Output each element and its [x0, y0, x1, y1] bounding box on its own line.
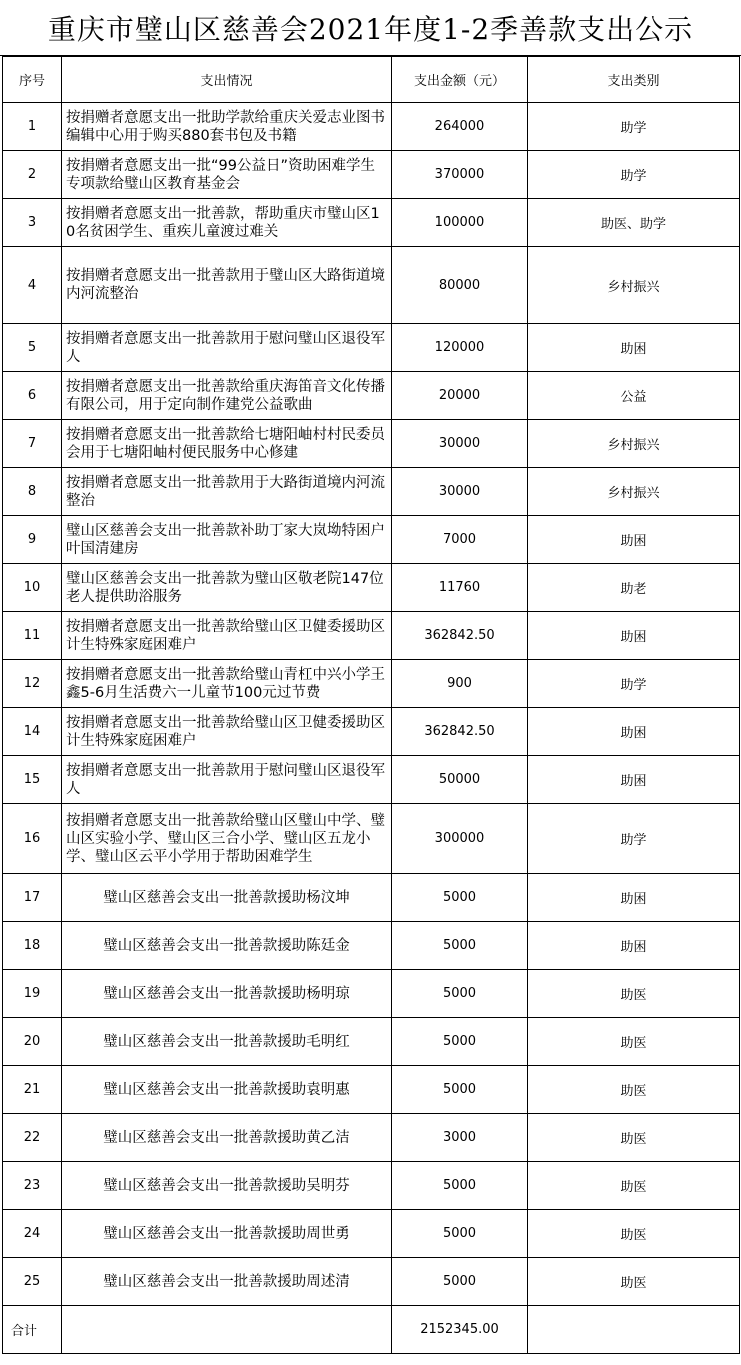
table-row — [3, 199, 740, 247]
header-amount: 支出金额（元） — [392, 57, 528, 103]
cell-serial: 12 — [3, 660, 62, 708]
cell-description: 璧山区慈善会支出一批善款援助杨汶坤 — [62, 874, 392, 922]
cell-serial: 11 — [3, 612, 62, 660]
cell-category: 助困 — [528, 612, 740, 660]
cell-serial: 8 — [3, 468, 62, 516]
cell-description: 璧山区慈善会支出一批善款援助杨明琼 — [62, 970, 392, 1018]
cell-category: 助医、助学 — [528, 199, 740, 247]
cell-category: 助困 — [528, 756, 740, 804]
table-row — [3, 468, 740, 516]
cell-amount: 7000 — [392, 516, 528, 564]
table-row — [3, 516, 740, 564]
cell-category: 助困 — [528, 324, 740, 372]
cell-category: 助老 — [528, 564, 740, 612]
cell-amount: 264000 — [392, 103, 528, 151]
cell-description: 按捐赠者意愿支出一批善款用于璧山区大路街道境内河流整治 — [62, 247, 392, 324]
table-row — [3, 1066, 740, 1114]
cell-category: 助困 — [528, 516, 740, 564]
table-row — [3, 612, 740, 660]
cell-amount: 5000 — [392, 970, 528, 1018]
table-row — [3, 103, 740, 151]
cell-amount: 362842.50 — [392, 708, 528, 756]
cell-description: 按捐赠者意愿支出一批善款给璧山青杠中兴小学王鑫5-6月生活费六一儿童节100元过节费 — [62, 660, 392, 708]
cell-serial: 2 — [3, 151, 62, 199]
cell-amount: 11760 — [392, 564, 528, 612]
table-row — [3, 660, 740, 708]
cell-category: 助医 — [528, 1258, 740, 1306]
cell-amount: 30000 — [392, 468, 528, 516]
cell-serial: 5 — [3, 324, 62, 372]
cell-category: 助困 — [528, 708, 740, 756]
cell-description: 按捐赠者意愿支出一批善款给璧山区璧山中学、璧山区实验小学、璧山区三合小学、璧山区五龙小学、璧山区云平小学用于帮助困难学生 — [62, 804, 392, 874]
cell-description: 按捐赠者意愿支出一批善款给重庆海笛音文化传播有限公司，用于定向制作建党公益歌曲 — [62, 372, 392, 420]
cell-serial: 9 — [3, 516, 62, 564]
cell-amount: 5000 — [392, 1018, 528, 1066]
total-description-empty — [62, 1306, 392, 1354]
table-header-row — [3, 57, 740, 103]
cell-description: 璧山区慈善会支出一批善款援助周述清 — [62, 1258, 392, 1306]
table-row — [3, 1018, 740, 1066]
cell-serial: 22 — [3, 1114, 62, 1162]
cell-serial: 3 — [3, 199, 62, 247]
total-label: 合计 — [3, 1306, 62, 1354]
table-row — [3, 874, 740, 922]
cell-description: 按捐赠者意愿支出一批善款给璧山区卫健委援助区计生特殊家庭困难户 — [62, 612, 392, 660]
cell-category: 助医 — [528, 1114, 740, 1162]
cell-serial: 6 — [3, 372, 62, 420]
cell-serial: 18 — [3, 922, 62, 970]
cell-category: 助学 — [528, 151, 740, 199]
header-category: 支出类别 — [528, 57, 740, 103]
cell-serial: 23 — [3, 1162, 62, 1210]
cell-description: 按捐赠者意愿支出一批善款给璧山区卫健委援助区计生特殊家庭困难户 — [62, 708, 392, 756]
cell-amount: 370000 — [392, 151, 528, 199]
table-row — [3, 324, 740, 372]
cell-description: 璧山区慈善会支出一批善款援助袁明惠 — [62, 1066, 392, 1114]
table-row — [3, 970, 740, 1018]
total-category-empty — [528, 1306, 740, 1354]
cell-category: 助医 — [528, 1066, 740, 1114]
cell-serial: 24 — [3, 1210, 62, 1258]
cell-amount: 5000 — [392, 922, 528, 970]
cell-category: 助困 — [528, 874, 740, 922]
cell-amount: 5000 — [392, 1258, 528, 1306]
cell-amount: 362842.50 — [392, 612, 528, 660]
cell-description: 按捐赠者意愿支出一批善款用于大路街道境内河流整治 — [62, 468, 392, 516]
cell-serial: 15 — [3, 756, 62, 804]
cell-amount: 80000 — [392, 247, 528, 324]
cell-description: 璧山区慈善会支出一批善款援助黄乙洁 — [62, 1114, 392, 1162]
table-row — [3, 1162, 740, 1210]
cell-category: 公益 — [528, 372, 740, 420]
cell-description: 按捐赠者意愿支出一批善款用于慰问璧山区退役军人 — [62, 756, 392, 804]
cell-category: 助医 — [528, 1162, 740, 1210]
table-row — [3, 247, 740, 324]
cell-category: 乡村振兴 — [528, 468, 740, 516]
table-row — [3, 1114, 740, 1162]
cell-amount: 5000 — [392, 1162, 528, 1210]
cell-description: 璧山区慈善会支出一批善款援助周世勇 — [62, 1210, 392, 1258]
cell-description: 璧山区慈善会支出一批善款援助陈廷金 — [62, 922, 392, 970]
table-row — [3, 756, 740, 804]
total-amount: 2152345.00 — [392, 1306, 528, 1354]
cell-description: 璧山区慈善会支出一批善款援助吴明芬 — [62, 1162, 392, 1210]
cell-serial: 14 — [3, 708, 62, 756]
table-row — [3, 1258, 740, 1306]
cell-category: 助学 — [528, 804, 740, 874]
cell-category: 乡村振兴 — [528, 247, 740, 324]
table-row — [3, 804, 740, 874]
cell-amount: 120000 — [392, 324, 528, 372]
cell-category: 助医 — [528, 970, 740, 1018]
cell-serial: 7 — [3, 420, 62, 468]
cell-description: 璧山区慈善会支出一批善款补助丁家大岚坳特困户叶国清建房 — [62, 516, 392, 564]
cell-serial: 16 — [3, 804, 62, 874]
header-serial: 序号 — [3, 57, 62, 103]
header-description: 支出情况 — [62, 57, 392, 103]
table-row — [3, 564, 740, 612]
cell-serial: 20 — [3, 1018, 62, 1066]
cell-description: 按捐赠者意愿支出一批善款用于慰问璧山区退役军人 — [62, 324, 392, 372]
cell-amount: 100000 — [392, 199, 528, 247]
cell-serial: 19 — [3, 970, 62, 1018]
page-title: 重庆市璧山区慈善会2021年度1-2季善款支出公示 — [0, 0, 741, 56]
cell-category: 乡村振兴 — [528, 420, 740, 468]
table-row — [3, 1210, 740, 1258]
cell-serial: 1 — [3, 103, 62, 151]
table-body — [3, 103, 740, 1354]
cell-serial: 4 — [3, 247, 62, 324]
cell-description: 按捐赠者意愿支出一批助学款给重庆关爱志业图书编辑中心用于购买880套书包及书籍 — [62, 103, 392, 151]
cell-description: 按捐赠者意愿支出一批善款，帮助重庆市璧山区10名贫困学生、重疾儿童渡过难关 — [62, 199, 392, 247]
cell-serial: 25 — [3, 1258, 62, 1306]
cell-category: 助学 — [528, 103, 740, 151]
cell-amount: 300000 — [392, 804, 528, 874]
cell-category: 助医 — [528, 1018, 740, 1066]
cell-description: 璧山区慈善会支出一批善款援助毛明红 — [62, 1018, 392, 1066]
cell-serial: 10 — [3, 564, 62, 612]
cell-amount: 50000 — [392, 756, 528, 804]
cell-description: 按捐赠者意愿支出一批“99公益日”资助困难学生专项款给璧山区教育基金会 — [62, 151, 392, 199]
table-row — [3, 372, 740, 420]
cell-description: 按捐赠者意愿支出一批善款给七塘阳岫村村民委员会用于七塘阳岫村便民服务中心修建 — [62, 420, 392, 468]
table-row — [3, 420, 740, 468]
cell-amount: 5000 — [392, 874, 528, 922]
table-row — [3, 708, 740, 756]
expenditure-table — [2, 56, 740, 1354]
table-row — [3, 922, 740, 970]
cell-category: 助困 — [528, 922, 740, 970]
cell-amount: 5000 — [392, 1066, 528, 1114]
cell-amount: 30000 — [392, 420, 528, 468]
cell-amount: 20000 — [392, 372, 528, 420]
total-row — [3, 1306, 740, 1354]
cell-amount: 900 — [392, 660, 528, 708]
cell-serial: 21 — [3, 1066, 62, 1114]
cell-category: 助医 — [528, 1210, 740, 1258]
cell-description: 璧山区慈善会支出一批善款为璧山区敬老院147位老人提供助浴服务 — [62, 564, 392, 612]
cell-category: 助学 — [528, 660, 740, 708]
cell-serial: 17 — [3, 874, 62, 922]
cell-amount: 5000 — [392, 1210, 528, 1258]
table-row — [3, 151, 740, 199]
cell-amount: 3000 — [392, 1114, 528, 1162]
